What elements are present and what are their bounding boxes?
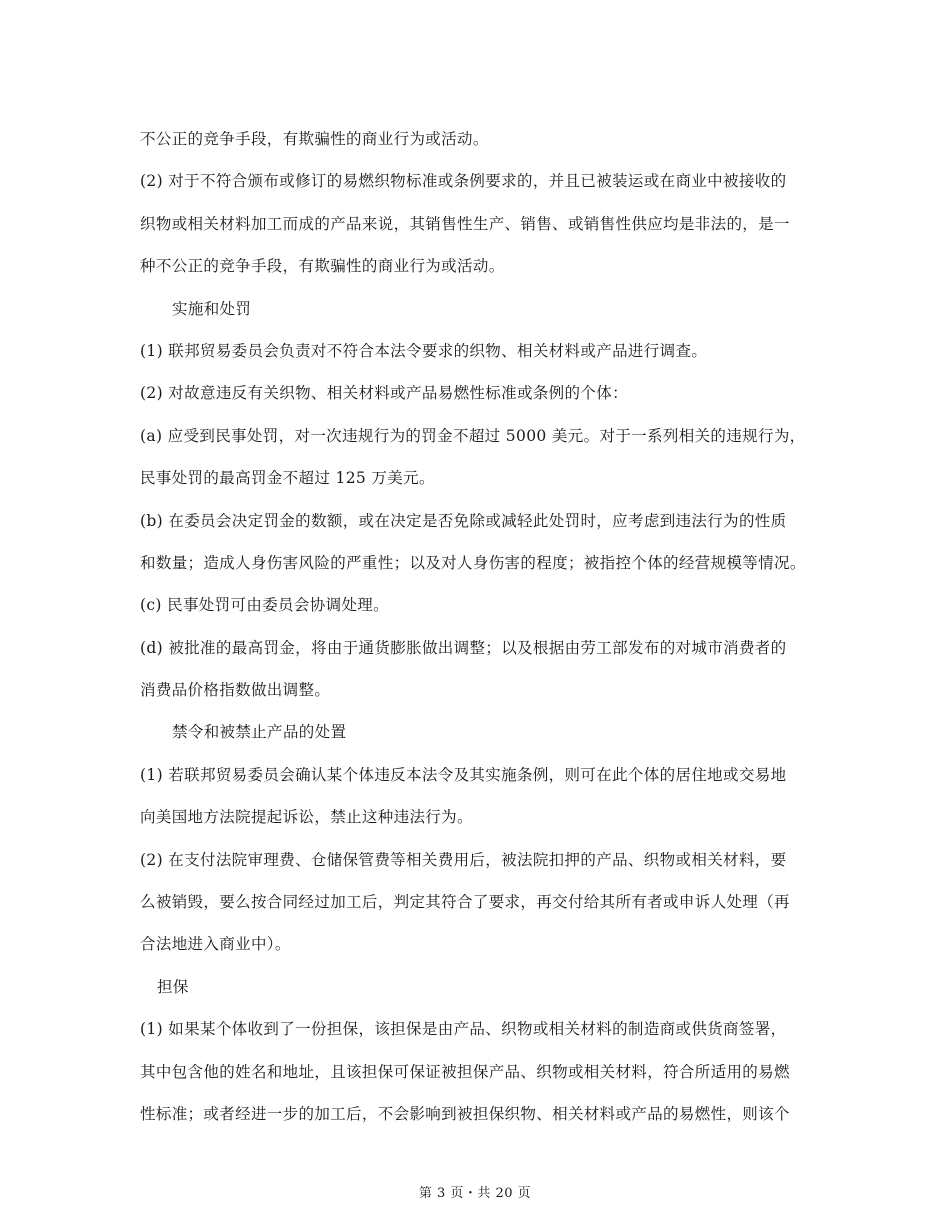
paragraph-line: 其中包含他的姓名和地址，且该担保可保证被担保产品、织物或相关材料，符合所适用的易燃	[140, 1062, 790, 1081]
section-heading-enforcement: 实施和处罚	[172, 299, 252, 318]
paragraph-line: 向美国地方法院提起诉讼，禁止这种违法行为。	[140, 808, 473, 827]
paragraph-line: (1) 联邦贸易委员会负责对不符合本法令要求的织物、相关材料或产品进行调查。	[140, 341, 708, 360]
paragraph-line: 消费品价格指数做出调整。	[140, 681, 331, 700]
paragraph-line: 织物或相关材料加工而成的产品来说，其销售性生产、销售、或销售性供应均是非法的，是一	[140, 214, 790, 233]
paragraph-line: (2) 对故意违反有关织物、相关材料或产品易燃性标准或条例的个体：	[140, 384, 628, 403]
paragraph-line: 性标准；或者经进一步的加工后，不会影响到被担保织物、相关材料或产品的易燃性，则该个	[140, 1104, 790, 1123]
section-heading-injunction: 禁令和被禁止产品的处置	[172, 723, 347, 742]
section-heading-guarantee: 担保	[157, 977, 189, 996]
paragraph-line: 民事处罚的最高罚金不超过 125 万美元。	[140, 469, 435, 488]
paragraph-line: 不公正的竞争手段，有欺骗性的商业行为或活动。	[140, 130, 489, 148]
page-number-footer: 第 3 页・共 20 页	[418, 1186, 532, 1201]
paragraph-line: (2) 在支付法院审理费、仓储保管费等相关费用后，被法院扣押的产品、织物或相关材料，要	[140, 850, 787, 869]
paragraph-line: (a) 应受到民事处罚，对一次违规行为的罚金不超过 5000 美元。对于一系列相关的违规行为，	[140, 426, 806, 445]
paragraph-line: (2) 对于不符合颁布或修订的易燃织物标准或条例要求的，并且已被装运或在商业中被接收的	[140, 172, 787, 191]
paragraph-line: 么被销毁，要么按合同经过加工后，判定其符合了要求，再交付给其所有者或申诉人处理（再	[140, 893, 790, 912]
paragraph-line: (c) 民事处罚可由委员会协调处理。	[140, 596, 390, 615]
paragraph-line: (1) 若联邦贸易委员会确认某个体违反本法令及其实施条例，则可在此个体的居住地或交易地	[140, 765, 787, 784]
paragraph-line: 和数量；造成人身伤害风险的严重性；以及对人身伤害的程度；被指控个体的经营规模等情况。	[140, 553, 806, 572]
paragraph-line: (1) 如果某个体收到了一份担保，该担保是由产品、织物或相关材料的制造商或供货商签署，	[140, 1020, 787, 1039]
paragraph-line: (d) 被批准的最高罚金，将由于通货膨胀做出调整；以及根据由劳工部发布的对城市消费者的	[140, 638, 787, 657]
paragraph-line: 合法地进入商业中）。	[140, 935, 291, 954]
paragraph-line: (b) 在委员会决定罚金的数额，或在决定是否免除或减轻此处罚时，应考虑到违法行为的性质	[140, 511, 787, 530]
paragraph-line: 种不公正的竞争手段，有欺骗性的商业行为或活动。	[140, 257, 505, 276]
document-body	[140, 118, 812, 1135]
